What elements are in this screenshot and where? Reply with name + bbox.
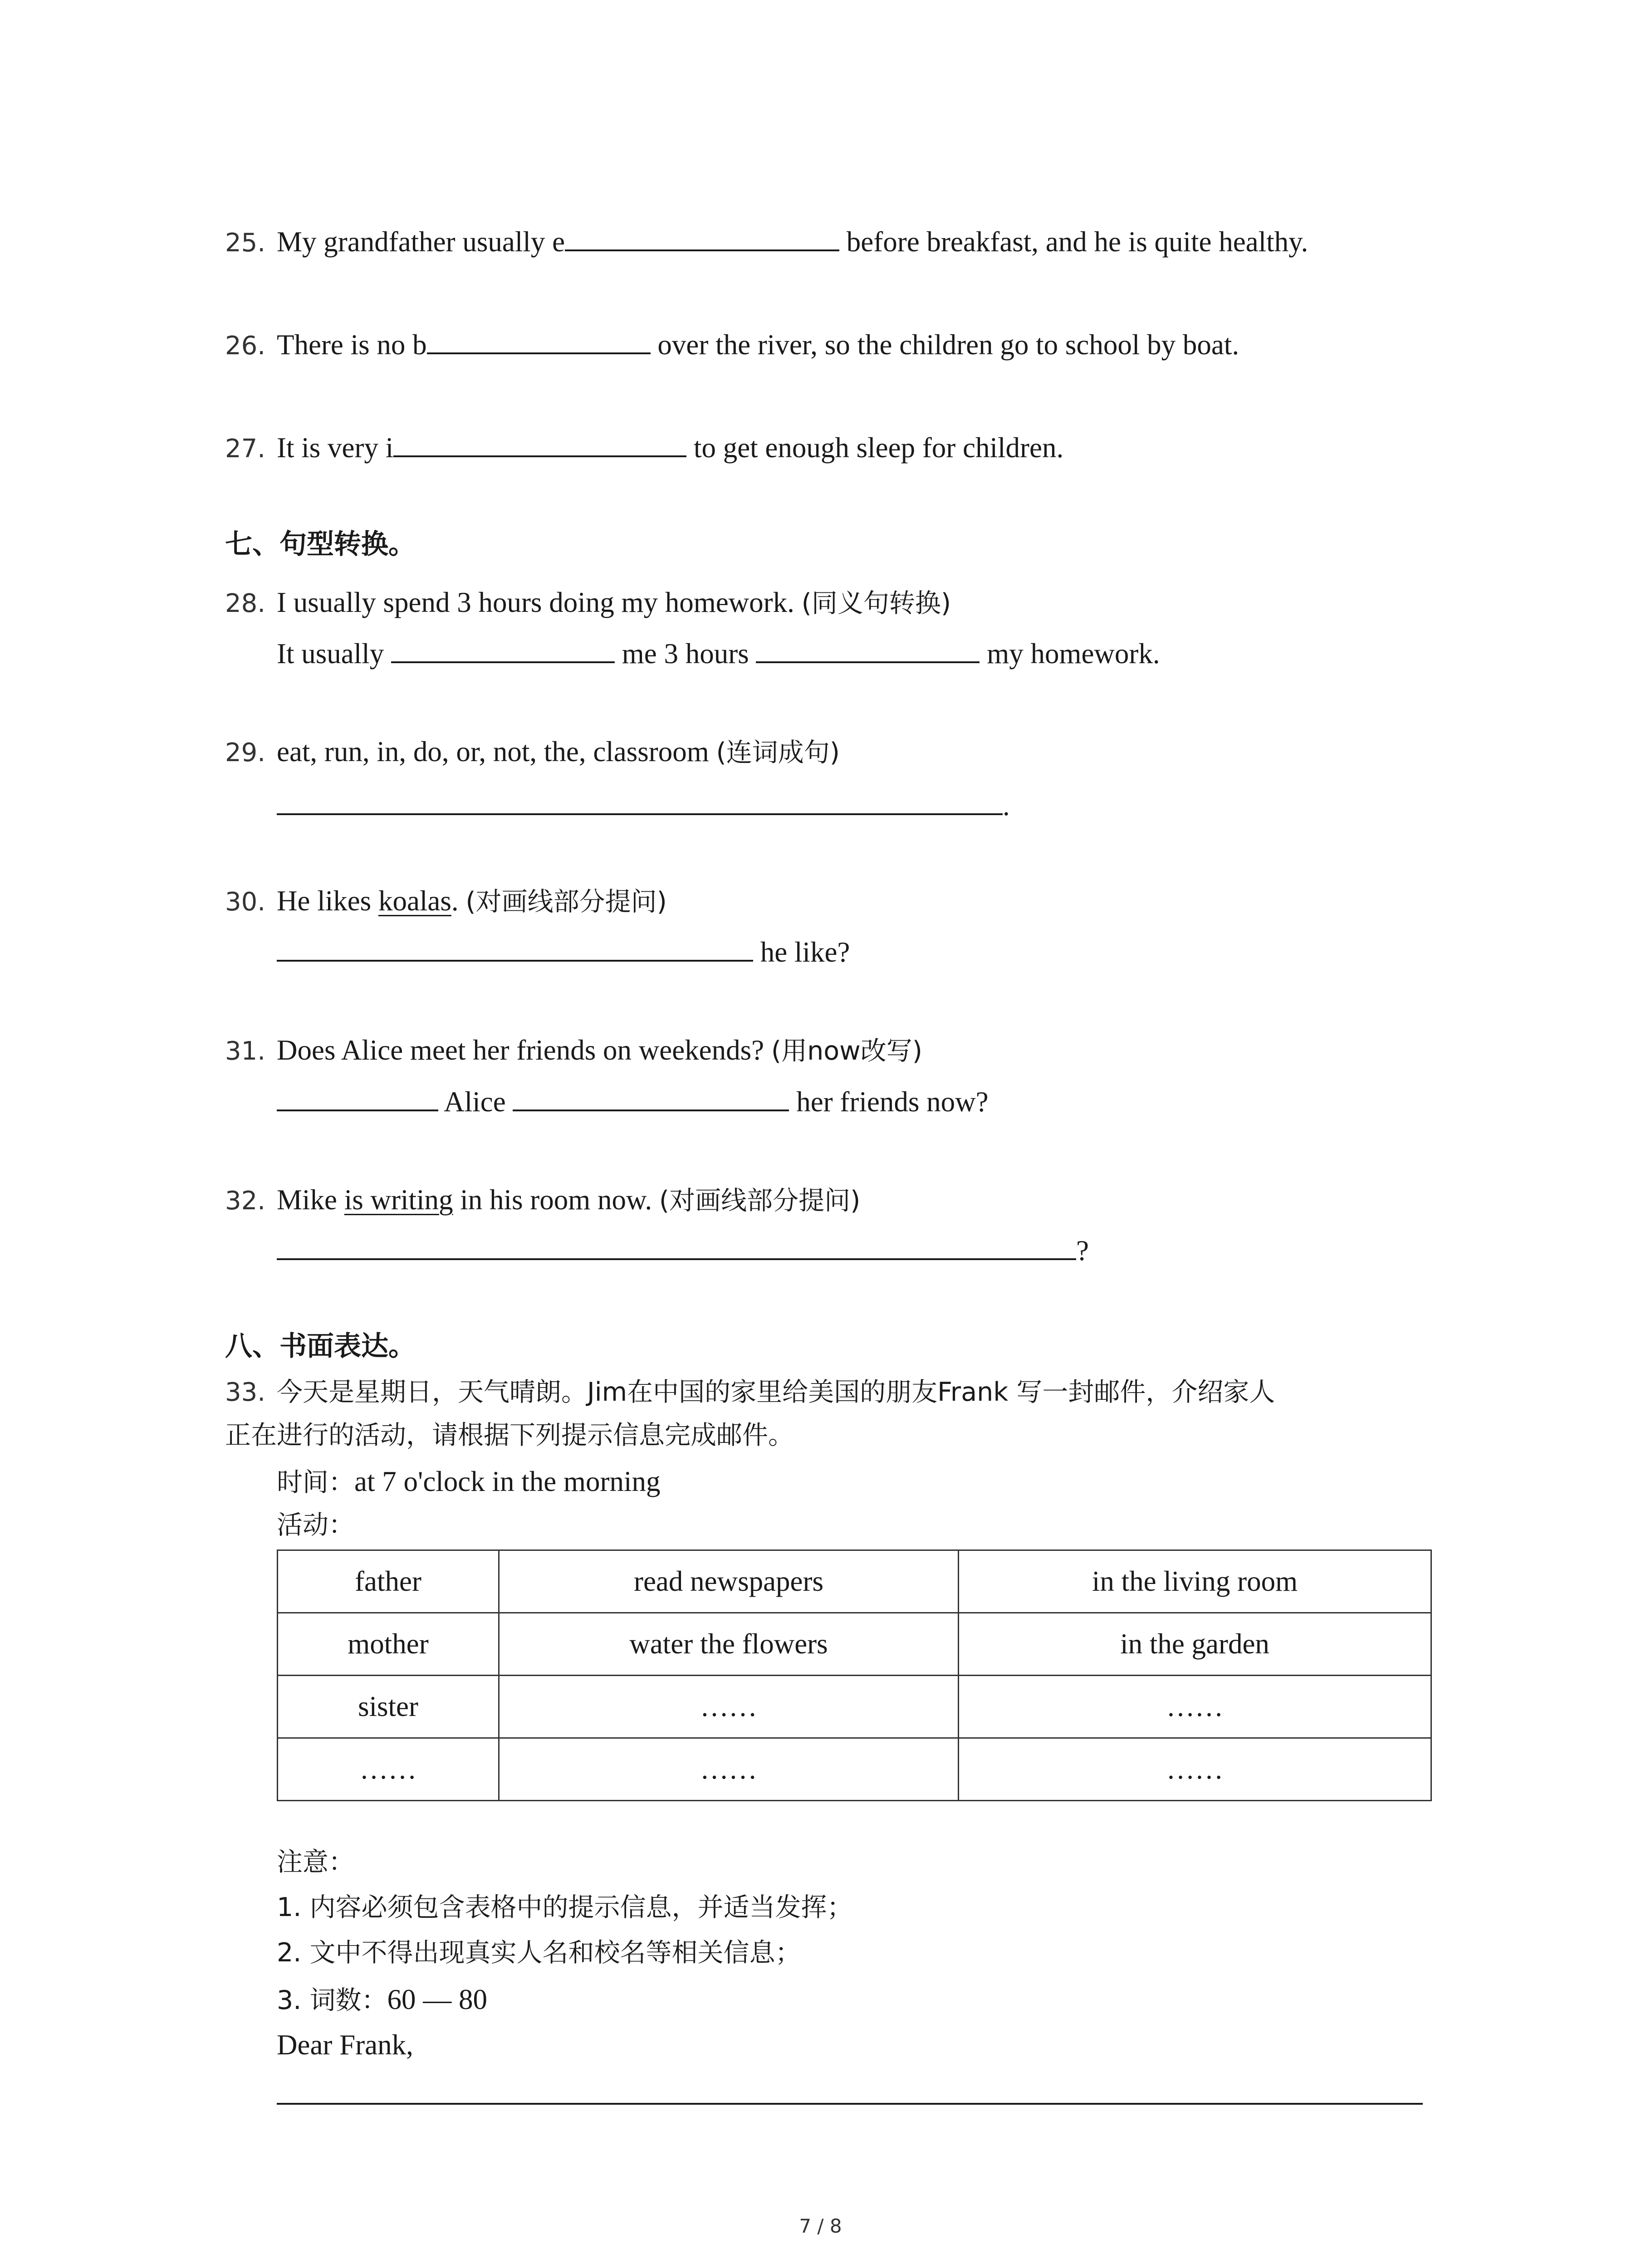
question-31 [225,1036,922,1065]
answer-end-punctuation: . [1003,790,1010,821]
question-number: 26. [225,331,266,361]
question-text: Does Alice meet her friends on weekends? [277,1034,771,1066]
table-cell: mother [278,1613,499,1676]
answer-text: her friends now? [789,1086,989,1118]
answer-blank[interactable] [277,1236,1076,1260]
question-number: 28. [225,589,266,618]
table-row [278,1738,1431,1801]
letter-greeting: Dear Frank, [277,2029,413,2061]
table-cell: water the flowers [499,1613,959,1676]
question-26 [225,330,1239,359]
question-text: before breakfast, and he is quite healthy. [839,226,1308,258]
answer-line-30 [277,937,850,967]
question-text: over the river, so the children go to school by boat. [650,329,1239,361]
table-cell: read newspapers [499,1550,959,1613]
writing-prompt-line-2: 正在进行的活动，请根据下列提示信息完成邮件。 [225,1420,794,1450]
question-29 [225,738,840,766]
writing-prompt-line-1: 今天是星期日，天气晴朗。Jim在中国的家里给美国的朋友Frank 写一封邮件，介绍家人 [277,1377,1275,1407]
note-item: 1. 内容必须包含表格中的提示信息，并适当发挥； [277,1892,853,1922]
question-30 [225,887,667,915]
answer-end-punctuation: ? [1076,1235,1089,1266]
section-heading-eight: 八、书面表达。 [225,1330,416,1362]
answer-blank[interactable] [565,227,839,251]
note-label: 3. 词数： [277,1985,387,2015]
table-cell: in the garden [959,1613,1431,1676]
answer-blank[interactable] [756,639,980,663]
underlined-phrase: is writing [344,1184,453,1216]
answer-line-28 [277,639,1160,668]
table-cell: in the living room [959,1550,1431,1613]
answer-blank[interactable] [393,433,686,457]
question-instruction: (同义句转换) [801,588,951,618]
question-instruction: (对画线部分提问) [659,1186,861,1216]
table-cell: …… [499,1738,959,1801]
answer-text: my homework. [980,638,1160,670]
answer-line-32 [277,1236,1089,1265]
time-line [277,1467,660,1496]
table-cell: father [278,1550,499,1613]
question-text: in his room now. [453,1184,659,1216]
question-text: . [451,885,466,917]
note-item [277,1985,487,2014]
question-text: eat, run, in, do, or, not, the, classroom [277,736,716,767]
table-cell: …… [959,1676,1431,1738]
word-count-range: 60 — 80 [387,1984,488,2015]
answer-blank[interactable] [513,1087,789,1111]
table-cell: …… [278,1738,499,1801]
question-32 [225,1186,860,1214]
question-instruction: (对画线部分提问) [465,887,667,917]
question-number: 29. [225,738,266,767]
answer-blank[interactable] [277,937,753,962]
underlined-word: koalas [378,885,451,917]
question-text: Mike [277,1184,344,1216]
answer-line-29 [277,791,1010,820]
section-heading-seven: 七、句型转换。 [225,528,416,560]
page-number: 7 / 8 [799,2215,842,2237]
note-item: 2. 文中不得出现真实人名和校名等相关信息； [277,1938,801,1968]
question-number: 32. [225,1186,266,1216]
question-number: 30. [225,887,266,917]
question-text: I usually spend 3 hours doing my homework. [277,587,802,618]
question-number: 25. [225,228,266,258]
activity-table [277,1549,1432,1801]
question-text: to get enough sleep for children. [686,432,1064,464]
table-row [278,1550,1431,1613]
question-28 [225,588,951,617]
notes-title: 注意： [277,1847,354,1877]
question-text: My grandfather usually e [277,226,565,258]
answer-text: me 3 hours [614,638,756,670]
question-number: 31. [225,1036,266,1066]
answer-blank[interactable] [391,639,615,663]
activity-label: 活动： [277,1510,354,1540]
question-instruction: (连词成句) [716,738,840,767]
table-row [278,1613,1431,1676]
question-number: 33. [225,1378,266,1407]
table-cell: sister [278,1676,499,1738]
answer-text: It usually [277,638,391,670]
question-text: He likes [277,885,378,917]
table-cell: …… [499,1676,959,1738]
time-value: at 7 o'clock in the morning [354,1466,661,1497]
table-row [278,1676,1431,1738]
question-number: 27. [225,434,266,464]
answer-blank[interactable] [427,330,651,354]
question-text: It is very i [277,432,394,464]
time-label: 时间： [277,1467,354,1497]
table-cell: …… [959,1738,1431,1801]
answer-text: he like? [753,936,850,968]
question-instruction: (用now改写) [771,1036,922,1066]
answer-text: Alice [438,1086,513,1118]
writing-answer-line[interactable] [277,2103,1423,2105]
answer-blank[interactable] [277,1087,438,1111]
answer-blank[interactable] [277,791,1003,815]
question-text: There is no b [277,329,427,361]
question-27 [225,433,1063,462]
question-33 [225,1377,1275,1406]
answer-line-31 [277,1087,989,1116]
question-25 [225,227,1308,256]
